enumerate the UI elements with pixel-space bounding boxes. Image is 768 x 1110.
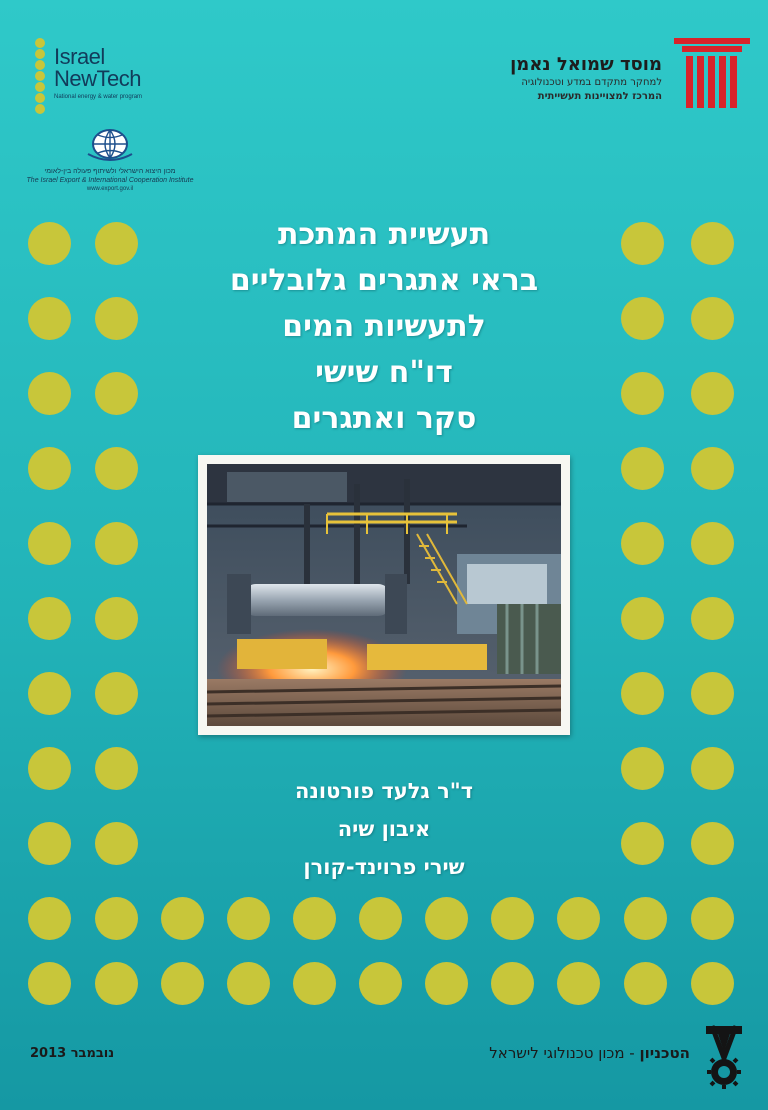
export-institute-url: www.export.gov.il: [86, 186, 134, 192]
decorative-dot: [28, 597, 71, 640]
neaman-text-block: [462, 54, 662, 104]
author-name: איבון שיה: [337, 817, 431, 841]
decorative-dot: [621, 447, 664, 490]
israel-newtech-logo: [24, 32, 164, 112]
pillars-icon: [672, 36, 752, 116]
decorative-dot: [95, 372, 138, 415]
technion-logo-icon: [702, 1022, 746, 1090]
decorative-dot: [621, 222, 664, 265]
newtech-dots-icon: [32, 38, 48, 114]
decorative-dot: [691, 372, 734, 415]
export-institute-hebrew-name: מכון היצוא הישראלי ולשיתוף פעולה בין-לאומי: [44, 168, 176, 175]
decorative-dot: [95, 222, 138, 265]
decorative-dot: [621, 597, 664, 640]
decorative-dot: [425, 962, 468, 1005]
decorative-dot: [491, 962, 534, 1005]
decorative-dot: [624, 962, 667, 1005]
decorative-dot: [557, 962, 600, 1005]
decorative-dot: [691, 222, 734, 265]
decorative-dot: [691, 597, 734, 640]
decorative-dot: [621, 747, 664, 790]
decorative-dot: [227, 962, 270, 1005]
decorative-dot: [691, 897, 734, 940]
technion-credit: [489, 1044, 690, 1062]
newtech-name-line1: Israel: [54, 44, 105, 69]
decorative-dot: [359, 962, 402, 1005]
decorative-dot: [691, 297, 734, 340]
decorative-dot: [161, 962, 204, 1005]
decorative-dot: [691, 822, 734, 865]
technion-separator: -: [624, 1044, 640, 1062]
decorative-dot: [624, 897, 667, 940]
export-institute-logo: [20, 128, 200, 196]
decorative-dot: [227, 897, 270, 940]
decorative-dot: [95, 297, 138, 340]
decorative-dot: [691, 962, 734, 1005]
decorative-dot: [621, 672, 664, 715]
technion-description: מכון טכנולוגי לישראל: [489, 1044, 625, 1062]
decorative-dot: [95, 447, 138, 490]
decorative-dot: [691, 522, 734, 565]
neaman-subtitle-2: המרכז למצויינות תעשייתית: [537, 91, 662, 102]
decorative-dot: [557, 897, 600, 940]
decorative-dot: [28, 822, 71, 865]
decorative-dot: [491, 897, 534, 940]
cover-photo-frame: [198, 455, 570, 735]
decorative-dot: [621, 822, 664, 865]
title-line: תעשיית המתכת: [277, 217, 491, 252]
title-line: סקר ואתגרים: [291, 401, 477, 436]
title-line: לתעשיות המים: [282, 309, 486, 344]
decorative-dot: [691, 447, 734, 490]
decorative-dot: [28, 672, 71, 715]
decorative-dot: [28, 897, 71, 940]
steel-mill-photo: [207, 464, 561, 726]
decorative-dot: [28, 222, 71, 265]
decorative-dot: [621, 372, 664, 415]
decorative-dot: [359, 897, 402, 940]
decorative-dot: [28, 747, 71, 790]
export-institute-english-name: The Israel Export & International Cooperation Institute: [26, 177, 194, 184]
title-line: דו"ח שישי: [315, 355, 453, 390]
neaman-institute-logo: [472, 36, 752, 116]
decorative-dot: [28, 522, 71, 565]
decorative-dot: [95, 822, 138, 865]
report-title: [180, 212, 588, 442]
decorative-dot: [425, 897, 468, 940]
decorative-dot: [161, 897, 204, 940]
decorative-dot: [293, 897, 336, 940]
globe-icon: [84, 128, 136, 164]
decorative-dot: [691, 672, 734, 715]
decorative-dot: [95, 747, 138, 790]
authors-list: [220, 772, 548, 886]
decorative-dot: [293, 962, 336, 1005]
decorative-dot: [28, 297, 71, 340]
author-name: שירי פרוינד-קורן: [303, 855, 465, 879]
publication-date: נובמבר 2013: [30, 1046, 115, 1061]
neaman-institute-name: מוסד שמואל נאמן: [510, 54, 662, 75]
decorative-dot: [28, 372, 71, 415]
newtech-tagline: National energy & water program: [54, 94, 143, 100]
decorative-dot: [95, 597, 138, 640]
newtech-name-line2: NewTech: [54, 66, 141, 91]
title-line: בראי אתגרים גלובליים: [229, 263, 539, 298]
decorative-dot: [95, 522, 138, 565]
decorative-dot: [28, 962, 71, 1005]
decorative-dot: [691, 747, 734, 790]
decorative-dot: [621, 522, 664, 565]
decorative-dot: [95, 897, 138, 940]
neaman-subtitle-1: למחקר מתקדם במדע וטכנולוגיה: [521, 77, 662, 88]
author-name: ד"ר גלעד פורטונה: [294, 779, 474, 803]
decorative-dot: [95, 962, 138, 1005]
decorative-dot: [95, 672, 138, 715]
decorative-dot: [28, 447, 71, 490]
decorative-dot: [621, 297, 664, 340]
technion-name: הטכניון: [639, 1044, 690, 1062]
